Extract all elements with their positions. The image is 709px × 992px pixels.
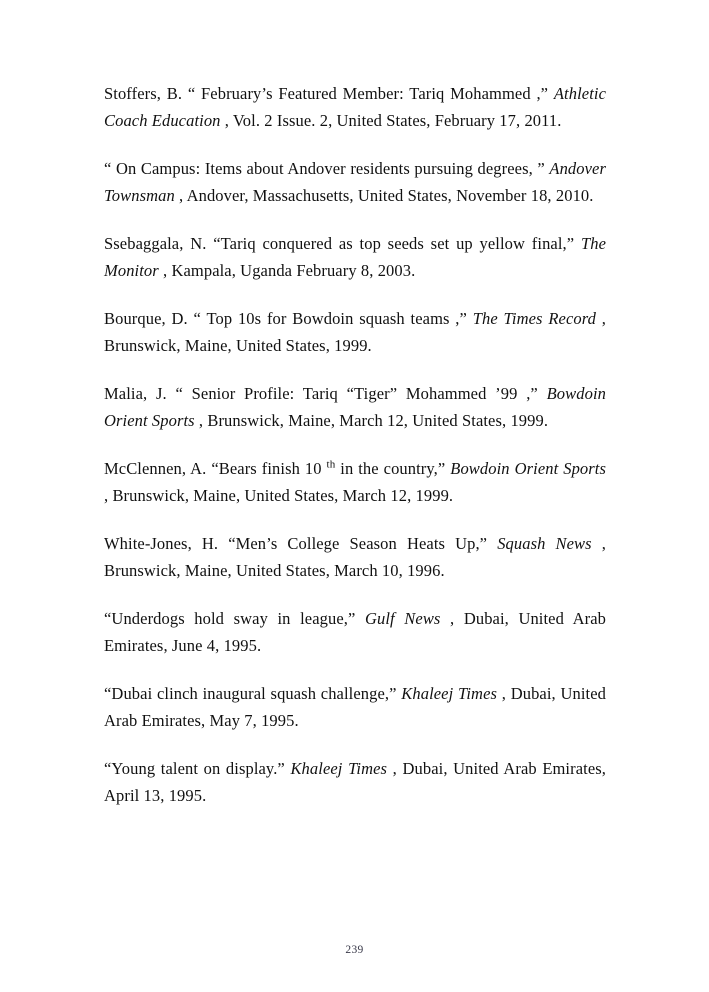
reference-text: , Vol. 2 Issue. 2, United States, February 17, 2011.: [220, 111, 562, 130]
publication-name: Bowdoin Orient Sports: [104, 384, 606, 430]
reference-text: Bourque, D. “ Top 10s for Bowdoin squash teams ,”: [104, 309, 473, 328]
reference-text: “Young talent on display.”: [104, 759, 291, 778]
page-number: 239: [345, 944, 364, 956]
reference-text: Stoffers, B. “ February’s Featured Member: Tariq Mohammed ,”: [104, 84, 554, 103]
publication-name: Khaleej Times: [401, 684, 498, 703]
reference-paragraph: [104, 680, 606, 734]
reference-text: , Kampala, Uganda February 8, 2003.: [158, 261, 416, 280]
reference-paragraph: [104, 155, 606, 209]
reference-text: “Underdogs hold sway in league,”: [104, 609, 365, 628]
reference-text: , Dubai, United Arab Emirates, June 4, 1995.: [104, 609, 606, 655]
superscript-text: th: [326, 458, 336, 471]
publication-name: Gulf News: [364, 609, 441, 628]
reference-text: Malia, J. “ Senior Profile: Tariq “Tiger” Mohammed ’99 ,”: [104, 384, 547, 403]
reference-text: , Dubai, United Arab Emirates, May 7, 1995.: [104, 684, 606, 730]
reference-paragraph: [104, 755, 606, 809]
publication-name: Athletic Coach Education: [104, 84, 606, 130]
reference-paragraph: [104, 530, 606, 584]
publication-name: The Monitor: [104, 234, 606, 280]
reference-paragraph: [104, 380, 606, 434]
publication-name: The Times Record: [472, 309, 596, 328]
reference-text: , Brunswick, Maine, United States, 1999.: [104, 309, 606, 355]
reference-text: , Brunswick, Maine, United States, March 10, 1996.: [104, 534, 607, 580]
reference-paragraph: [104, 305, 606, 359]
reference-text: Ssebaggala, N. “Tariq conquered as top seeds set up yellow final,”: [104, 234, 581, 253]
references-list: [104, 80, 606, 830]
reference-text: McClennen, A. “Bears finish 10: [104, 459, 327, 478]
reference-paragraph: [104, 605, 606, 659]
publication-name: Squash News: [497, 534, 592, 553]
reference-text: , Brunswick, Maine, March 12, United States, 1999.: [194, 411, 549, 430]
reference-text: in the country,”: [335, 459, 451, 478]
publication-name: Andover Townsman: [104, 159, 606, 205]
reference-paragraph: [104, 80, 606, 134]
reference-paragraph: [104, 230, 606, 284]
publication-name: Khaleej Times: [290, 759, 388, 778]
reference-text: , Dubai, United Arab Emirates, April 13, 1995.: [104, 759, 606, 805]
reference-text: , Andover, Massachusetts, United States, November 18, 2010.: [174, 186, 594, 205]
reference-text: White-Jones, H. “Men’s College Season Heats Up,”: [104, 534, 498, 553]
reference-text: “ On Campus: Items about Andover residents pursuing degrees, ”: [104, 159, 550, 178]
reference-text: , Brunswick, Maine, United States, March 12, 1999.: [104, 486, 454, 505]
reference-text: “Dubai clinch inaugural squash challenge,”: [104, 684, 402, 703]
reference-paragraph: [104, 455, 606, 509]
publication-name: Bowdoin Orient Sports: [450, 459, 606, 478]
